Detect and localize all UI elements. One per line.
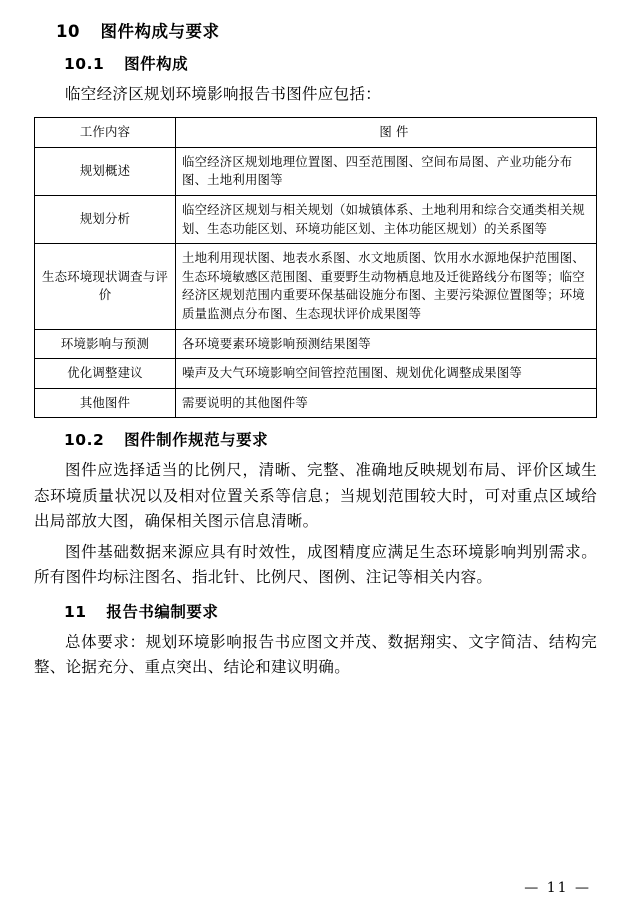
- figure-requirements-table: [34, 117, 597, 418]
- paragraph-10-2-1: 图件应选择适当的比例尺，清晰、完整、准确地反映规划布局、评价区域生态环境质量状况以及相对位置关系等信息；当规划范围较大时，可对重点区域给出局部放大图，确保相关图示信息清晰。: [34, 461, 597, 530]
- paragraph-10-2-2: 图件基础数据来源应具有时效性，成图精度应满足生态环境影响判别需求。所有图件均标注图名、指北针、比例尺、图例、注记等相关内容。: [34, 542, 597, 586]
- section-title: 图件构成与要求: [100, 22, 220, 41]
- section-title: 图件制作规范与要求: [124, 431, 269, 450]
- section-heading-10-1: [64, 52, 597, 74]
- row-value: 各环境要素环境影响预测结果图等: [176, 329, 597, 359]
- page-number: — 11 —: [524, 880, 591, 896]
- row-label: 生态环境现状调查与评价: [35, 244, 176, 329]
- row-label: 规划概述: [35, 147, 176, 195]
- row-value: 噪声及大气环境影响空间管控范围图、规划优化调整成果图等: [176, 359, 597, 389]
- table-row: [35, 329, 597, 359]
- section-number: 11: [64, 602, 87, 621]
- row-label: 优化调整建议: [35, 359, 176, 389]
- section-heading-10: [56, 18, 597, 42]
- table-row: [35, 359, 597, 389]
- column-header-figures: 图 件: [176, 118, 597, 148]
- table-header-row: [35, 118, 597, 148]
- paragraph-11-1: 总体要求：规划环境影响报告书应图文并茂、数据翔实、文字简洁、结构完整、论据充分、重点突出、结论和建议明确。: [34, 632, 597, 677]
- row-value: 需要说明的其他图件等: [176, 388, 597, 418]
- row-label: 环境影响与预测: [35, 329, 176, 359]
- section-title: 图件构成: [124, 55, 189, 73]
- section-number: 10: [56, 22, 80, 41]
- section-number: 10.2: [64, 431, 105, 450]
- row-value: 土地利用现状图、地表水系图、水文地质图、饮用水水源地保护范围图、生态环境敏感区范围图、重要野生动物栖息地及迁徙路线分布图等；临空经济区规划范围内重要环保基础设施分布图、主要污染源位置图等；环境质量监测点分布图、生态现状评价成果图等: [176, 244, 597, 329]
- intro-paragraph: 临空经济区规划环境影响报告书图件应包括：: [65, 85, 382, 103]
- row-value: 临空经济区规划地理位置图、四至范围图、空间布局图、产业功能分布图、土地利用图等: [176, 147, 597, 195]
- row-label: 其他图件: [35, 388, 176, 418]
- table-row: [35, 195, 597, 243]
- table-row: [35, 147, 597, 195]
- section-heading-11: [64, 600, 597, 622]
- section-title: 报告书编制要求: [106, 602, 219, 621]
- column-header-work-content: 工作内容: [35, 118, 176, 148]
- section-number: 10.1: [64, 55, 105, 73]
- table-row: [35, 244, 597, 329]
- table-row: [35, 388, 597, 418]
- section-heading-10-2: [64, 428, 597, 450]
- row-value: 临空经济区规划与相关规划（如城镇体系、土地利用和综合交通类相关规划、生态功能区划、环境功能区划、主体功能区规划）的关系图等: [176, 195, 597, 243]
- row-label: 规划分析: [35, 195, 176, 243]
